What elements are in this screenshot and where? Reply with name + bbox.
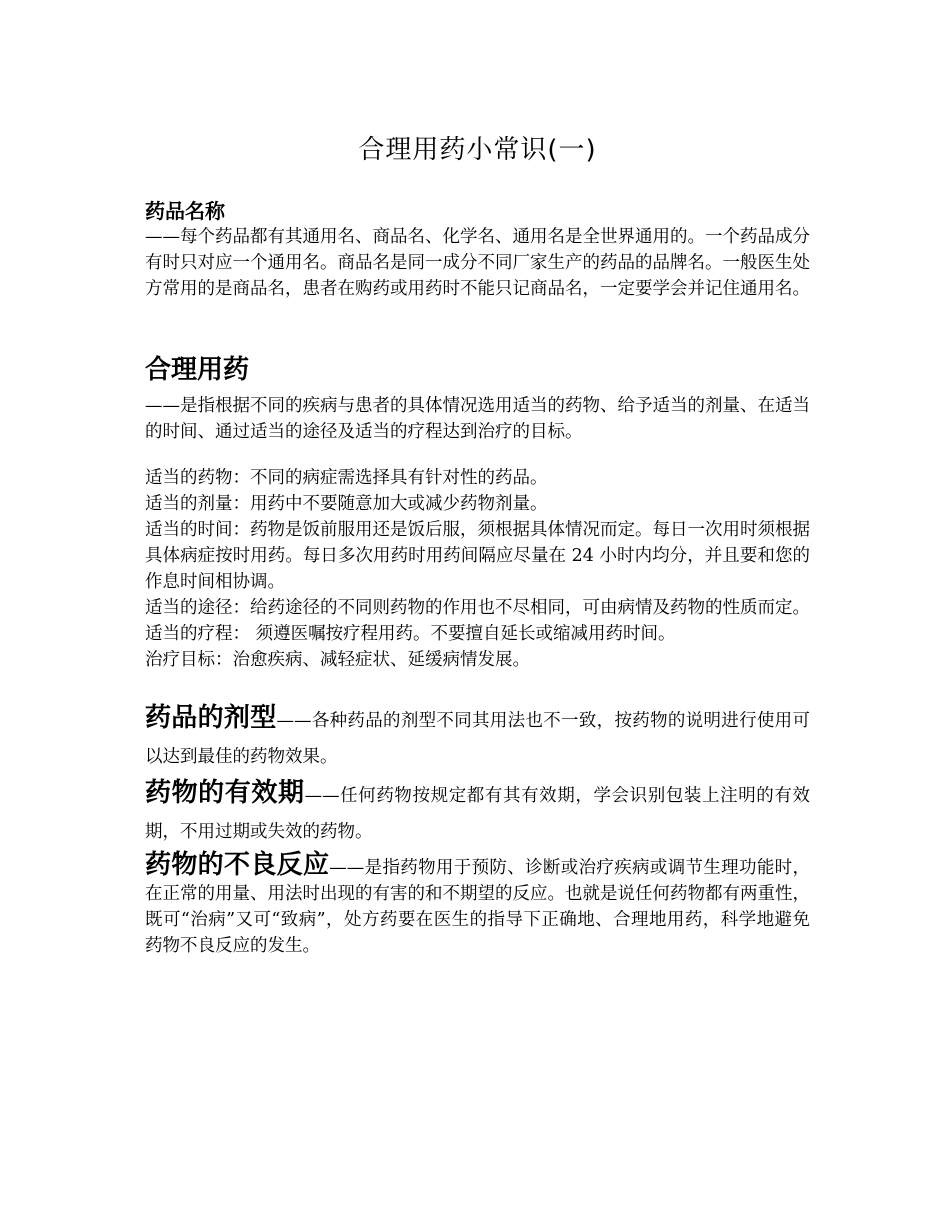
list-item: 适当的药物：不同的病症需选择具有针对性的药品。 bbox=[145, 468, 548, 488]
section-heading-dosage-form: 药品的剂型 bbox=[145, 703, 277, 733]
section-body-adverse: 药物的不良反应——是指药物用于预防、诊断或治疗疾病或调节生理功能时，在正常的用量、用法时出现的有害的和不期望的反应。也就是说任何药物都有两重性，既可“治病”又可“致病”，处方药要在医生的指导下正确地、合理地用药，科学地避免药物不良反应的发生。 bbox=[145, 850, 810, 956]
section-heading-drug-name: 药品名称 bbox=[145, 199, 225, 223]
section-heading-adverse: 药物的不良反应 bbox=[145, 850, 330, 880]
section-body-expiry: 药物的有效期——任何药物按规定都有其有效期，学会识别包装上注明的有效期，不用过期或失效的药物。 bbox=[145, 778, 810, 842]
appropriate-items-list bbox=[145, 465, 810, 673]
item-term: 适当的剂量 bbox=[145, 494, 233, 514]
item-term: 适当的疗程 bbox=[145, 624, 233, 644]
item-text: 用药中不要随意加大或减少药物剂量。 bbox=[250, 494, 548, 514]
item-text: 药物是饭前服用还是饭后服，须根据具体情况而定。每日一次用时须根据具体病症按时用药。每日多次用药时用药间隔应尽量在 24 小时内均分，并且要和您的作息时间相协调。 bbox=[145, 520, 810, 592]
page-title: 合理用药小常识(一) bbox=[358, 135, 597, 165]
section-heading-rational-use: 合理用药 bbox=[145, 355, 250, 385]
item-term: 适当的时间 bbox=[145, 520, 233, 540]
section-dosage-form bbox=[145, 700, 810, 775]
list-item: 治疗目标：治愈疾病、减轻症状、延缓病情发展。 bbox=[145, 650, 530, 670]
list-item: 适当的剂量：用药中不要随意加大或减少药物剂量。 bbox=[145, 494, 548, 514]
list-item: 适当的时间：药物是饭前服用还是饭后服，须根据具体情况而定。每日一次用时须根据具体病症按时用药。每日多次用药时用药间隔应尽量在 24 小时内均分，并且要和您的作息时间相协调。 bbox=[145, 520, 810, 592]
section-adverse-reaction bbox=[145, 850, 810, 959]
item-term: 治疗目标 bbox=[145, 650, 215, 670]
item-text: 不同的病症需选择具有针对性的药品。 bbox=[250, 468, 548, 488]
item-term: 适当的药物 bbox=[145, 468, 233, 488]
section-heading-expiry: 药物的有效期 bbox=[145, 778, 305, 808]
section-rational-use bbox=[145, 353, 810, 445]
section-drug-name bbox=[145, 198, 810, 302]
item-text: 给药途径的不同则药物的作用也不尽相同，可由病情及药物的性质而定。 bbox=[250, 598, 810, 618]
item-text: 须遵医嘱按疗程用药。不要擅自延长或缩减用药时间。 bbox=[250, 624, 676, 644]
list-item: 适当的途径：给药途径的不同则药物的作用也不尽相同，可由病情及药物的性质而定。 bbox=[145, 598, 810, 618]
list-item: 适当的疗程： 须遵医嘱按疗程用药。不要擅自延长或缩减用药时间。 bbox=[145, 624, 676, 644]
section-body-dosage-form: 药品的剂型——各种药品的剂型不同其用法也不一致，按药物的说明进行使用可以达到最佳的药物效果。 bbox=[145, 703, 810, 767]
section-body-drug-name: ——每个药品都有其通用名、商品名、化学名、通用名是全世界通用的。一个药品成分有时只对应一个通用名。商品名是同一成分不同厂家生产的药品的品牌名。一般医生处方常用的是商品名，患者在购药或用药时不能只记商品名，一定要学会并记住通用名。 bbox=[145, 227, 810, 299]
section-expiry bbox=[145, 775, 810, 850]
item-term: 适当的途径 bbox=[145, 598, 233, 618]
item-text: 治愈疾病、减轻症状、延缓病情发展。 bbox=[232, 650, 530, 670]
section-body-rational-use: ——是指根据不同的疾病与患者的具体情况选用适当的药物、给予适当的剂量、在适当的时间、通过适当的途径及适当的疗程达到治疗的目标。 bbox=[145, 396, 810, 442]
